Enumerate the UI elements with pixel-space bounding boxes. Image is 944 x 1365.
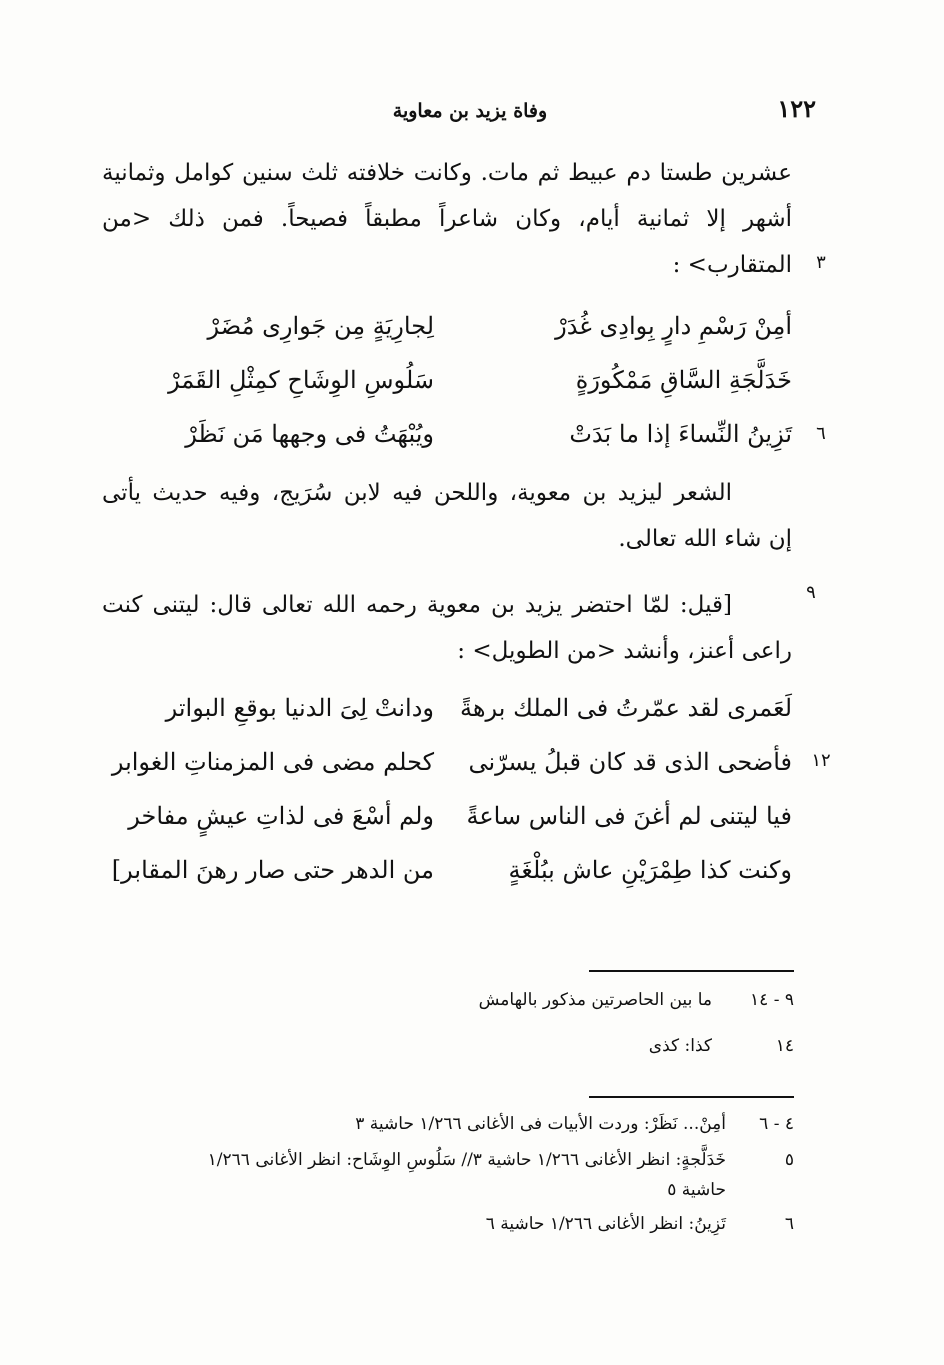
footnote-ref: ١٤ [775, 1036, 794, 1056]
footnote-text: أمِنْ... نَظَرْ: وردت الأبيات فى الأغانى ١/٢٦٦ حاشية ٣ [355, 1114, 726, 1134]
footnote-text: ما بين الحاصرتين مذكور بالهامش [478, 990, 712, 1010]
verse-hemistich-right: خَدَلَّجَةِ السَّاقِ مَمْكُورَةٍ [575, 366, 792, 394]
footnote-continuation: حاشية ٥ [667, 1180, 726, 1200]
verse-hemistich-left: ويُبْهَتُ فى وجهها مَن نَظَرْ [185, 420, 434, 448]
verse-hemistich-right: لَعَمرى لقد عمّرتُ فى الملك برهةً [460, 694, 792, 722]
footnote-ref: ٦ [784, 1214, 794, 1234]
footnote-text: كذا: كذى [648, 1036, 712, 1056]
verse-hemistich-left: ودانتْ لِىَ الدنيا بوقعِ البواتر [165, 694, 434, 722]
text-line: عشرين طستا دم عبيط ثم مات. وكانت خلافته ثلث سنين كوامل وثمانية [102, 160, 792, 186]
page-number: ١٢٢ [777, 94, 816, 123]
text-line: [قيل: لمّا احتضر يزيد بن معوية رحمه الله تعالى قال: ليتنى كنت [102, 592, 732, 618]
verse-hemistich-right: فيا ليتنى لم أغنَ فى الناس ساعةً [466, 802, 792, 830]
line-number: ٣ [816, 252, 826, 273]
verse-hemistich-left: سَلُوسِ الوِشَاحِ كمِثْلِ القَمَرْ [168, 366, 434, 394]
paragraph-2 [102, 470, 792, 562]
running-title: وفاة يزيد بن معاوية [392, 100, 548, 122]
verse-hemistich-left: من الدهر حتى صار رهنَ المقابر] [111, 856, 434, 884]
verse-hemistich-right: تَزِينُ النِّساءَ إذا ما بَدَتْ [569, 420, 792, 448]
text-line: أشهر إلا ثمانية أيام، وكان شاعراً مطبقاً فصيحاً. فمن ذلك <من [102, 206, 792, 232]
verse-hemistich-left: لِجارِيَةٍ مِن جَوارِى مُضَرْ [207, 312, 434, 340]
verse-hemistich-right: فأضحى الذى قد كان قبلُ يسرّنى [468, 748, 792, 776]
text-line: المتقارب> : [672, 252, 792, 278]
verse-hemistich-left: ولم أسْعَ فى لذاتِ عيشٍ مفاخر [128, 802, 434, 830]
verse-hemistich-left: كحلم مضى فى المزمناتِ الغوابر [111, 748, 434, 776]
paragraph-1 [102, 150, 792, 288]
footnote-rule [589, 1096, 794, 1098]
footnote-ref: ٤ - ٦ [759, 1114, 794, 1134]
text-line: إن شاء الله تعالى. [618, 526, 792, 552]
text-line: الشعر ليزيد بن معوية، واللحن فيه لابن سُرَيج، وفيه حديث يأتى [102, 480, 732, 506]
footnote-ref: ٩ - ١٤ [750, 990, 794, 1010]
footnote-text: خَدَلَّجةٍ: انظر الأغانى ١/٢٦٦ حاشية ٣// سَلُوسِ الوِشَاح: انظر الأغانى ١/٢٦٦ [207, 1150, 726, 1170]
text-line: راعى أعنز، وأنشد <من الطويل> : [457, 638, 792, 664]
paragraph-3 [102, 582, 792, 674]
verse-hemistich-right: أمِنْ رَسْمِ دارٍ بِوادِى غُدَرْ [555, 312, 792, 340]
footnote-rule [589, 970, 794, 972]
verse-hemistich-right: وكنت كذا طِمْرَيْنِ عاش ببُلْغَةٍ [508, 856, 792, 884]
footnote-text: تَزِينُ: انظر الأغانى ١/٢٦٦ حاشية ٦ [485, 1214, 726, 1234]
footnote-ref: ٥ [784, 1150, 794, 1170]
line-number: ١٢ [811, 750, 831, 771]
line-number: ٦ [816, 423, 826, 444]
line-number: ٩ [806, 582, 816, 603]
